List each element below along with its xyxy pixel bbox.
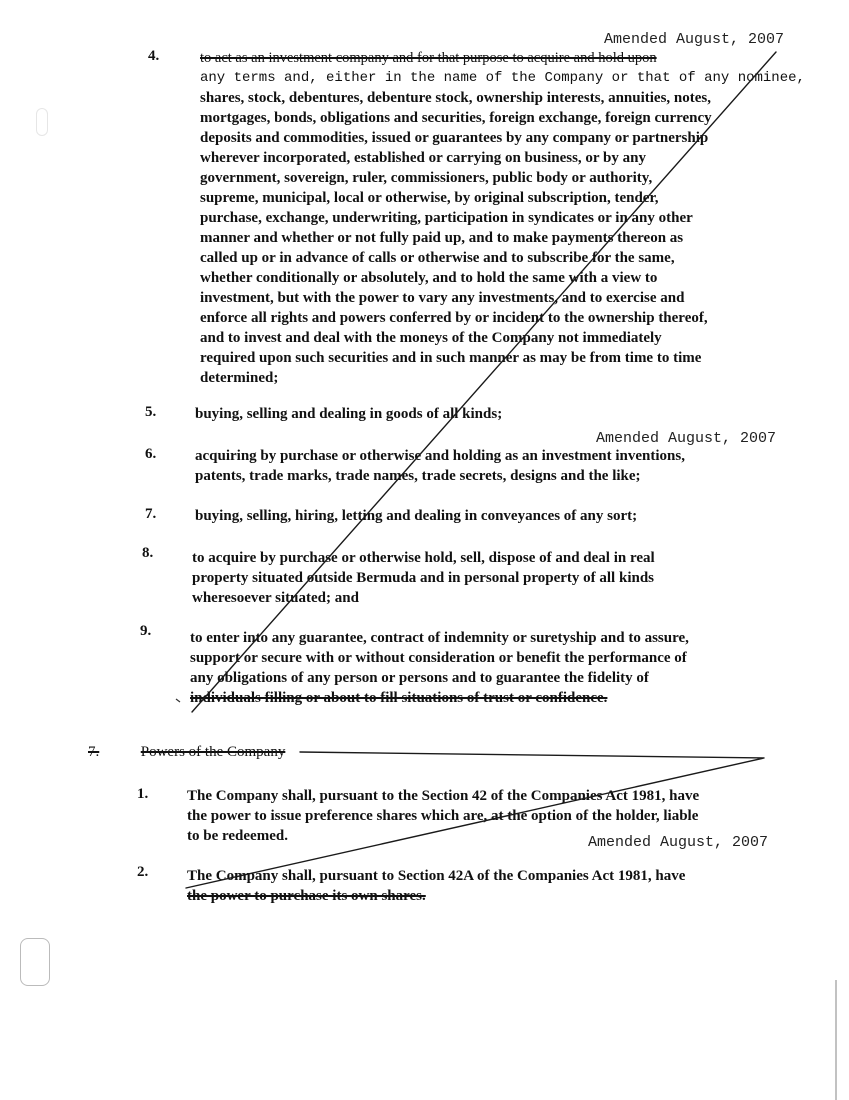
scan-artifact-bottom bbox=[20, 938, 50, 986]
section-7-item-2-number: 2. bbox=[137, 864, 149, 880]
item-9-struck-line: individuals filling or about to fill situations of trust or confidence. bbox=[190, 690, 608, 706]
item-4-line-6: government, sovereign, ruler, commissioners, public body or authority, bbox=[200, 170, 653, 186]
item-4-line-16: determined; bbox=[200, 370, 279, 386]
section-7-item-1-line-2: the power to issue preference shares which are, at the option of the holder, liable bbox=[187, 808, 699, 824]
item-4-line-11: whether conditionally or absolutely, and to hold the same with a view to bbox=[200, 270, 658, 286]
item-6-line-1: acquiring by purchase or otherwise and holding as an investment inventions, bbox=[195, 448, 685, 464]
section-7-item-2-text bbox=[187, 866, 753, 906]
item-4-struck-line: to act as an investment company and for that purpose to acquire and hold upon bbox=[200, 50, 657, 66]
section-7-number: 7. bbox=[88, 744, 100, 760]
item-4-number: 4. bbox=[148, 48, 160, 64]
item-4-line-10: called up or in advance of calls or otherwise and to subscribe for the same, bbox=[200, 250, 675, 266]
amendment-stamp-middle: Amended August, 2007 bbox=[596, 430, 777, 447]
section-7-item-1-line-3: to be redeemed. bbox=[187, 828, 288, 844]
item-4-line-3: mortgages, bonds, obligations and securities, foreign exchange, foreign currency bbox=[200, 110, 712, 126]
section-7-item-1-line-1: The Company shall, pursuant to the Section 42 of the Companies Act 1981, have bbox=[187, 788, 700, 804]
item-4-line-7: supreme, municipal, local or otherwise, by original subscription, tender, bbox=[200, 190, 659, 206]
item-6-number: 6. bbox=[145, 446, 157, 462]
item-4-line-4: deposits and commodities, issued or guarantees by any company or partnership bbox=[200, 130, 709, 146]
section-7-item-2-line-1: The Company shall, pursuant to Section 42A of the Companies Act 1981, have bbox=[187, 868, 686, 884]
item-8-line-3: wheresoever situated; and bbox=[192, 590, 359, 606]
item-6-text bbox=[195, 446, 757, 486]
section-7-item-2-struck-line: the power to purchase its own shares. bbox=[187, 888, 426, 904]
item-4-text bbox=[200, 48, 805, 388]
section-7-title: Powers of the Company bbox=[140, 744, 286, 760]
item-4-line-14: and to invest and deal with the moneys of the Company not immediately bbox=[200, 330, 662, 346]
item-8-line-1: to acquire by purchase or otherwise hold, sell, dispose of and deal in real bbox=[192, 550, 655, 566]
item-8-number: 8. bbox=[142, 545, 154, 561]
item-6-line-2: patents, trade marks, trade names, trade secrets, designs and the like; bbox=[195, 468, 641, 484]
section-7-item-1-number: 1. bbox=[137, 786, 149, 802]
item-9-line-2: support or secure with or without consideration or benefit the performance of bbox=[190, 650, 687, 666]
amendment-stamp-bottom: Amended August, 2007 bbox=[588, 834, 769, 851]
item-4-line-8: purchase, exchange, underwriting, participation in syndicates or in any other bbox=[200, 210, 693, 226]
item-9-line-1: to enter into any guarantee, contract of indemnity or suretyship and to assure, bbox=[190, 630, 689, 646]
scan-artifact-top bbox=[36, 108, 48, 136]
item-5-text: buying, selling and dealing in goods of all kinds; bbox=[195, 406, 503, 422]
item-4-line-5: wherever incorporated, established or carrying on business, or by any bbox=[200, 150, 646, 166]
item-9-line-3: any obligations of any person or persons and to guarantee the fidelity of bbox=[190, 670, 649, 686]
item-4-line-1: any terms and, either in the name of the Company or that of any nominee, bbox=[200, 70, 805, 86]
item-4-line-12: investment, but with the power to vary any investments, and to exercise and bbox=[200, 290, 685, 306]
item-7-text: buying, selling, hiring, letting and dealing in conveyances of any sort; bbox=[195, 508, 638, 524]
amendment-stamp-top: Amended August, 2007 bbox=[604, 31, 785, 48]
margin-tick-mark bbox=[176, 699, 180, 702]
item-5-number: 5. bbox=[145, 404, 157, 420]
item-4-line-2: shares, stock, debentures, debenture stock, ownership interests, annuities, notes, bbox=[200, 90, 712, 106]
item-4-line-9: manner and whether or not fully paid up, and to make payments thereon as bbox=[200, 230, 684, 246]
item-8-line-2: property situated outside Bermuda and in personal property of all kinds bbox=[192, 570, 655, 586]
item-7-number: 7. bbox=[145, 506, 157, 522]
item-9-text bbox=[190, 628, 758, 708]
section-7-heading bbox=[88, 744, 764, 761]
item-4-line-15: required upon such securities and in such manner as may be from time to time bbox=[200, 350, 702, 366]
item-4-line-13: enforce all rights and powers conferred by or incident to the ownership thereof, bbox=[200, 310, 708, 326]
item-9-number: 9. bbox=[140, 623, 152, 639]
item-8-text bbox=[192, 548, 756, 608]
